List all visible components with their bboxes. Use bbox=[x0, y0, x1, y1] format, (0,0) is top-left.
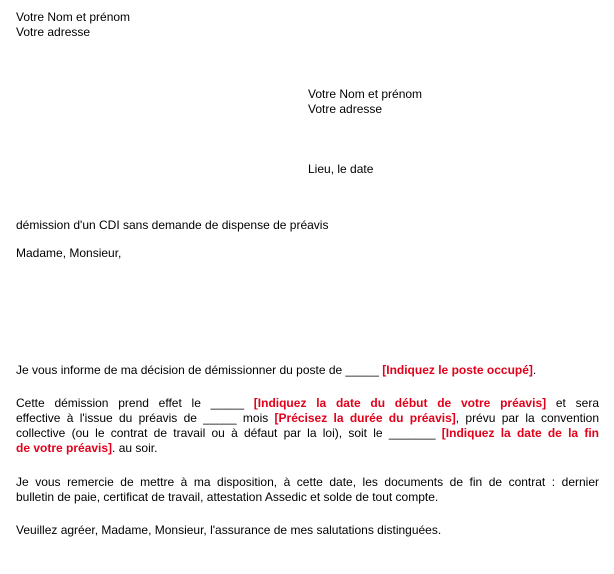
recipient-name: Votre Nom et prénom bbox=[308, 87, 423, 101]
documents-line-2: bulletin de paie, certificat de travail, attestation Assedic et solde de tout compte. bbox=[16, 490, 439, 504]
notice-line-4-end: . au soir. bbox=[112, 441, 158, 455]
notice-line-3-start: collective (ou le contrat de travail ou à défaut par la loi), soit le _______ bbox=[16, 426, 442, 440]
paragraph-position-end: . bbox=[532, 363, 537, 377]
sender-name: Votre Nom et prénom bbox=[16, 10, 131, 24]
notice-start-date-placeholder: [Indiquez la date du début de votre préavis] bbox=[253, 396, 547, 410]
closing-formula: Veuillez agréer, Madame, Monsieur, l'assurance de mes salutations distinguées. bbox=[16, 523, 442, 537]
notice-line-4 bbox=[16, 441, 599, 456]
notice-line-2 bbox=[16, 411, 599, 426]
documents-line-1: Je vous remercie de mettre à ma disposition, à cette date, les documents de fin de contrat : dernier bbox=[16, 475, 599, 489]
paragraph-documents bbox=[16, 475, 599, 505]
salutation: Madame, Monsieur, bbox=[16, 246, 122, 260]
position-placeholder: [Indiquez le poste occupé] bbox=[382, 363, 533, 377]
paragraph-notice bbox=[16, 396, 599, 456]
notice-line-1-start: Cette démission prend effet le _____ bbox=[16, 396, 254, 410]
notice-duration-placeholder: [Précisez la durée du préavis] bbox=[274, 411, 456, 425]
sender-block bbox=[16, 10, 130, 40]
notice-end-date-placeholder-a: [Indiquez la date de la fin bbox=[441, 426, 599, 440]
place-date: Lieu, le date bbox=[308, 162, 374, 176]
notice-line-2-start: effective à l'issue du préavis de _____ mois bbox=[16, 411, 275, 425]
notice-end-date-placeholder-b: de votre préavis] bbox=[16, 441, 113, 455]
notice-line-1-end: et sera bbox=[546, 396, 599, 410]
notice-line-2-end: , prévu par la convention bbox=[455, 411, 600, 425]
notice-line-3 bbox=[16, 426, 599, 441]
recipient-block bbox=[308, 87, 422, 117]
recipient-address: Votre adresse bbox=[308, 102, 383, 116]
paragraph-position-text: Je vous informe de ma décision de démissionner du poste de _____ bbox=[16, 363, 383, 377]
sender-address: Votre adresse bbox=[16, 25, 91, 39]
paragraph-position bbox=[16, 363, 599, 378]
notice-line-1 bbox=[16, 396, 599, 411]
subject-line: démission d'un CDI sans demande de dispense de préavis bbox=[16, 218, 329, 232]
